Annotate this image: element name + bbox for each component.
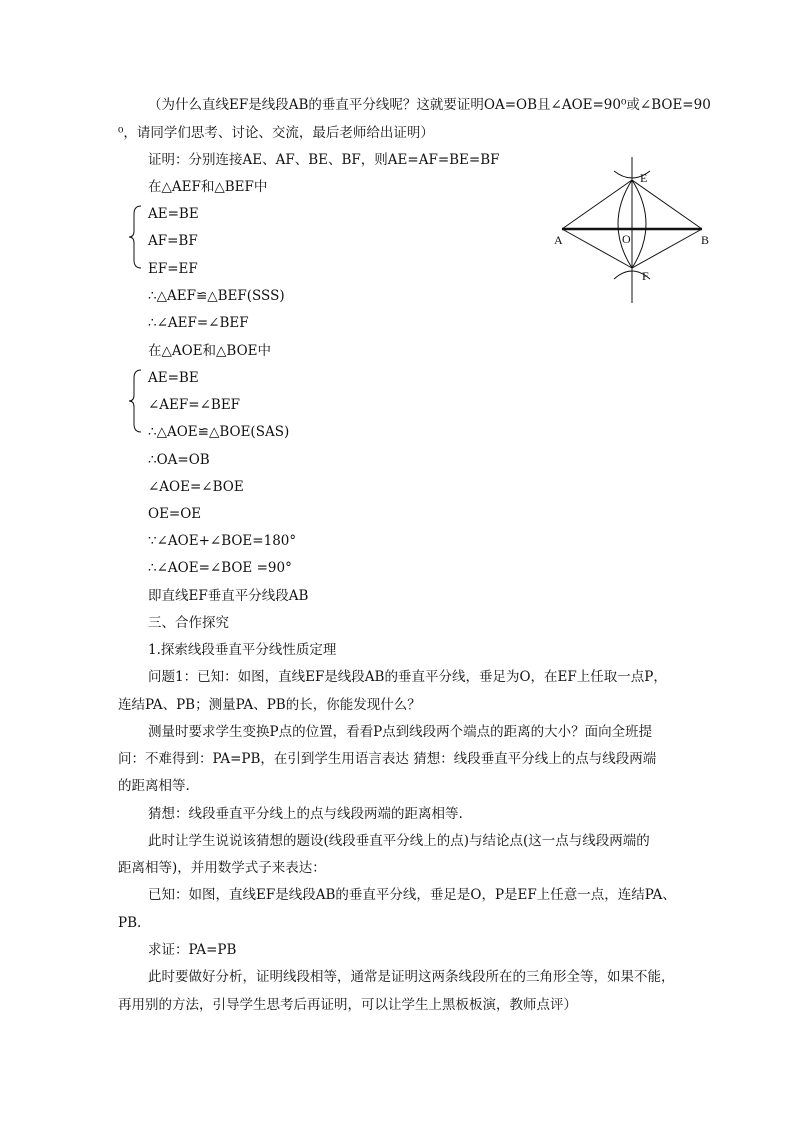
text-line: 此时让学生说说该猜想的题设(线段垂直平分线上的点)与结论点(这一点与线段两端的 [148,833,650,849]
text-line: ∴∠AOE=∠BOE =90° [148,560,292,576]
line-be [632,180,702,229]
text-line: 即直线EF垂直平分线段AB [148,588,309,604]
text-line: 在△AEF和△BEF中 [148,179,268,195]
label-e: E [640,171,648,185]
text-line: ∴∠AEF=∠BEF [148,315,249,331]
text-line: 的距离相等. [118,778,190,794]
text-line: 问：不难得到：PA=PB，在引到学生用语言表达 猜想：线段垂直平分线上的点与线段两端 [118,751,657,767]
text-line: AE=BE [148,206,199,222]
text-line: ⁰，请同学们思考、讨论、交流，最后老师给出证明） [118,125,434,141]
text-line: EF=EF [148,261,198,277]
text-line: 再用别的方法，引导学生思考后再证明，可以让学生上黑板板演，教师点评） [118,997,577,1013]
text-line: 此时要做好分析，证明线段相等，通常是证明这两条线段所在的三角形全等，如果不能， [148,969,675,985]
left-brace [128,368,142,434]
text-line: AE=BE [148,370,199,386]
text-line: 求证：PA=PB [148,942,237,958]
section-heading: 三、合作探究 [148,615,229,631]
text-line: OE=OE [148,506,202,522]
line-ae [562,180,632,229]
text-line: ∴△AOE≌△BOE(SAS) [148,424,290,440]
text-line: 距离相等)，并用数学式子来表达： [118,860,326,876]
text-line: 问题1：已知：如图，直线EF是线段AB的垂直平分线，垂足为O，在EF上任取一点P， [148,669,667,685]
arc-left [618,180,632,268]
label-f: F [642,269,649,283]
text-line: AF=BF [148,233,198,249]
text-line: （为什么直线EF是线段AB的垂直平分线呢？这就要证明OA=OB且∠AOE=90⁰或∠BOE=90 [148,97,711,113]
text-line: 连结PA、PB；测量PA、PB的长，你能发现什么？ [118,697,421,713]
text-line: 已知：如图，直线EF是线段AB的垂直平分线，垂足是O，P是EF上任意一点，连结PA、 [148,887,676,903]
perpendicular-bisector-figure [548,155,718,305]
text-line: 猜想：线段垂直平分线上的点与线段两端的距离相等. [148,806,463,822]
text-line: 测量时要求学生变换P点的位置，看看P点到线段两个端点的距离的大小？面向全班提 [148,724,653,740]
text-line: ∠AOE=∠BOE [148,479,244,495]
text-line: ∠AEF=∠BEF [148,397,241,413]
text-line: 在△AOE和△BOE中 [148,343,272,359]
text-line: PB. [118,915,142,931]
subsection-heading: 1.探索线段垂直平分线性质定理 [148,642,337,658]
text-line: 证明：分别连接AE、AF、BE、BF，则AE=AF=BE=BF [148,152,500,168]
label-a: A [554,233,563,247]
label-b: B [701,233,710,247]
line-bf [632,229,702,268]
label-o: O [622,232,631,246]
text-line: ∴OA=OB [148,452,210,468]
text-line: ∴△AEF≌△BEF(SSS) [148,288,285,304]
left-brace [128,204,142,270]
text-line: ∵∠AOE+∠BOE=180° [148,533,297,549]
arc-right [632,180,646,268]
